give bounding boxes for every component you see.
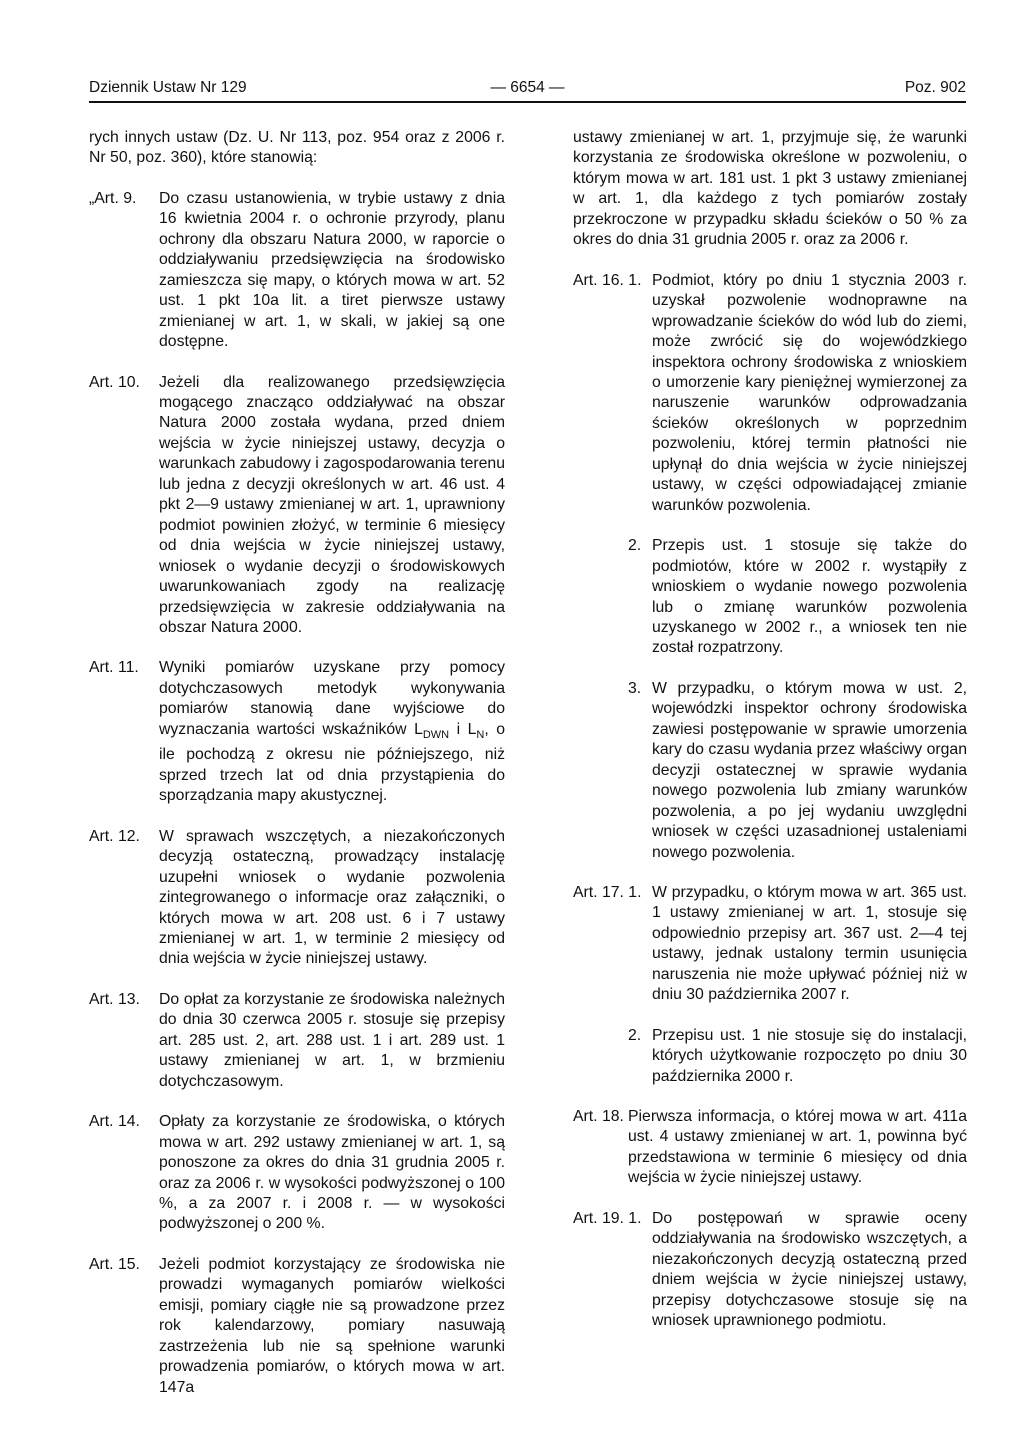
article-text: Do postępowań w sprawie oceny oddziaływania na środowisko wszczętych, a niezakończonych decyzją ostateczną przed dniem wejścia w życie niniejszej ustawy, przepisy dotychczasowe stosuje się na wniosek uprawnionego podmiotu. xyxy=(652,1209,967,1330)
page-header xyxy=(89,78,966,100)
article-label: Art. 18. xyxy=(573,1108,624,1126)
article-text-part: , o ile pochodzą z okresu nie późniejszego, niż sprzed trzech lat od dnia przystąpienia do sporządzania mapy akustycznej. xyxy=(159,720,505,805)
article-label: Art. 12. xyxy=(89,827,140,845)
paragraph-label: 2. xyxy=(628,1026,642,1044)
article-11 xyxy=(89,658,505,806)
article-text: Jeżeli dla realizowanego przedsięwzięcia mogącego znacząco oddziaływać na obszar Natura 2000 została wydana, przed dniem wejścia w życie niniejszej ustawy, decyzja o warunkach zabudowy i zagospodarowania terenu lub jedna z decyzji określonych w art. 46 ust. 4 pkt 2—9 ustawy zmienianej w art. 1, uprawniony podmiot powinien złożyć, w terminie 6 miesięcy od dnia wejścia w życie niniejszej ustawy, wniosek o wydanie decyzji o środowiskowych uwarunkowaniach zgody na realizację przedsięwzięcia w zakresie oddziaływania na obszar Natura 2000. xyxy=(159,373,505,636)
paragraph-label: 3. xyxy=(628,679,642,697)
article-label: „Art. 9. xyxy=(89,189,137,207)
article-13 xyxy=(89,990,505,1092)
article-text-part: Wyniki pomiarów uzyskane przy pomocy dotychczasowych metodyk wykonywania pomiarów stanowią dane wyjściowe do wyznaczania wartości wskaźników L xyxy=(159,659,505,738)
article-text: Podmiot, który po dniu 1 stycznia 2003 r. uzyskał pozwolenie wodnoprawne na wprowadzanie ścieków do wód lub do ziemi, może zwrócić się do wojewódzkiego inspektora ochrony środowiska z wnioskiem o umorzenie kary pieniężnej wymierzonej za naruszenie warunków odprowadzania ścieków określonych w poprzednim pozwoleniu, której termin płatności nie upłynął do dnia wejścia w życie niniejszej ustawy, w części odpowiadającej zmianie warunków pozwolenia. xyxy=(652,271,967,514)
article-16-3 xyxy=(573,679,967,863)
article-text xyxy=(159,658,505,806)
article-text: Jeżeli podmiot korzystający ze środowiska nie prowadzi wymaganych pomiarów wielkości emisji, pomiary ciągłe nie są prowadzone przez rok kalendarzowy, pomiary nasuwają zastrzeżenia lub nie są spełnione warunki prowadzenia pomiarów, o których mowa w art. 147a xyxy=(159,1255,505,1396)
article-text: W przypadku, o którym mowa w art. 365 ust. 1 ustawy zmienianej w art. 1, stosuje się odpowiednio przepisy art. 367 ust. 2—4 tej ustawy, jednak ustalony termin usunięcia naruszenia nie może upływać później niż w dniu 30 października 2007 r. xyxy=(652,883,967,1004)
article-16-1 xyxy=(573,271,967,516)
article-label: Art. 14. xyxy=(89,1113,140,1131)
article-17-2 xyxy=(573,1026,967,1087)
article-label: Art. 11. xyxy=(89,659,139,677)
continuation-paragraph: ustawy zmienianej w art. 1, przyjmuje się, że warunki korzystania ze środowiska określone w pozwoleniu, o którym mowa w art. 181 ust. 1 pkt 3 ustawy zmienianej w art. 1, dla każdego z tych pomiarów zostały przekroczone w przypadku składu ścieków o 50 % za okres do dnia 31 grudnia 2005 r. oraz za 2006 r. xyxy=(573,129,967,249)
article-18 xyxy=(573,1107,967,1189)
article-text: Do opłat za korzystanie ze środowiska należnych do dnia 30 czerwca 2005 r. stosuje się przepisy art. 285 ust. 2, art. 288 ust. 1 i art. 289 ust. 1 ustawy zmienianej w art. 1, w brzmieniu dotychczasowym. xyxy=(159,990,505,1090)
article-label: Art. 17. 1. xyxy=(573,883,642,901)
header-rule xyxy=(89,101,966,103)
right-column xyxy=(573,128,967,1332)
article-9 xyxy=(89,189,505,353)
article-19-1 xyxy=(573,1209,967,1332)
article-12 xyxy=(89,827,505,970)
subscript: DWN xyxy=(422,728,450,741)
article-text: Do czasu ustanowienia, w trybie ustawy z dnia 16 kwietnia 2004 r. o ochronie przyrody, planu ochrony dla obszaru Natura 2000, w raporcie o oddziaływaniu przedsięwzięcia na środowisko zamieszcza się mapy, o których mowa w art. 52 ust. 1 pkt 10a lit. a tiret pierwsze ustawy zmienianej w art. 1, w skali, w jakiej są one dostępne. xyxy=(159,189,505,351)
paragraph-text: W przypadku, o którym mowa w ust. 2, wojewódzki inspektor ochrony środowiska zawiesi postępowanie w sprawie umorzenia kary do czasu wydania przez właściwy organ decyzji ostatecznej w sprawie wydania nowego pozwolenia lub zmiany warunków pozwolenia, a po jej wydaniu uwzględni wniosek w części uzasadnionej ustaleniami nowego pozwolenia. xyxy=(652,679,967,861)
article-label: Art. 10. xyxy=(89,373,140,391)
article-label: Art. 13. xyxy=(89,990,140,1008)
article-text: W sprawach wszczętych, a niezakończonych decyzją ostateczną, prowadzący instalację uzupełni wniosek o wydanie pozwolenia zintegrowanego o informacje oraz załączniki, o których mowa w art. 208 ust. 6 i 7 ustawy zmienianej w art. 1, w terminie 2 miesięcy od dnia wejścia w życie niniejszej ustawy. xyxy=(159,827,505,968)
article-label: Art. 16. 1. xyxy=(573,271,642,289)
article-17-1 xyxy=(573,883,967,1006)
article-10 xyxy=(89,373,505,639)
article-label: Art. 19. 1. xyxy=(573,1209,642,1227)
intro-paragraph: rych innych ustaw (Dz. U. Nr 113, poz. 954 oraz z 2006 r. Nr 50, poz. 360), które stanowią: xyxy=(89,129,505,167)
subscript: N xyxy=(476,728,485,741)
page-number: — 6654 — xyxy=(490,79,565,96)
paragraph-text: Przepis ust. 1 stosuje się także do podmiotów, które w 2002 r. wystąpiły z wnioskiem o wydanie nowego pozwolenia lub o zmianę warunków pozwolenia uzyskanego w 2002 r., a wniosek ten nie został rozpatrzony. xyxy=(652,537,967,657)
article-text-part: i L xyxy=(449,720,477,738)
journal-title: Dziennik Ustaw Nr 129 xyxy=(89,79,247,96)
article-text: Opłaty za korzystanie ze środowiska, o których mowa w art. 292 ustawy zmienianej w art. 1, są ponoszone za okres do dnia 31 grudnia 2005 r. oraz za 2006 r. w wysokości podwyższonej o 100 %, a za 2007 r. i 2008 r. — w wysokości podwyższonej o 200 %. xyxy=(159,1113,505,1233)
left-column xyxy=(89,128,505,1398)
paragraph-text: Przepisu ust. 1 nie stosuje się do instalacji, których użytkowanie rozpoczęto po dniu 30 października 2000 r. xyxy=(652,1026,967,1085)
article-16-2 xyxy=(573,536,967,659)
article-text: Pierwsza informacja, o której mowa w art. 411a ust. 4 ustawy zmienianej w art. 1, powinna być przedstawiona w terminie 6 miesięcy od dnia wejścia w życie niniejszej ustawy. xyxy=(628,1108,967,1187)
paragraph-label: 2. xyxy=(628,537,642,555)
article-14 xyxy=(89,1112,505,1235)
position-number: Poz. 902 xyxy=(904,79,966,96)
article-label: Art. 15. xyxy=(89,1255,140,1273)
article-15 xyxy=(89,1255,505,1398)
